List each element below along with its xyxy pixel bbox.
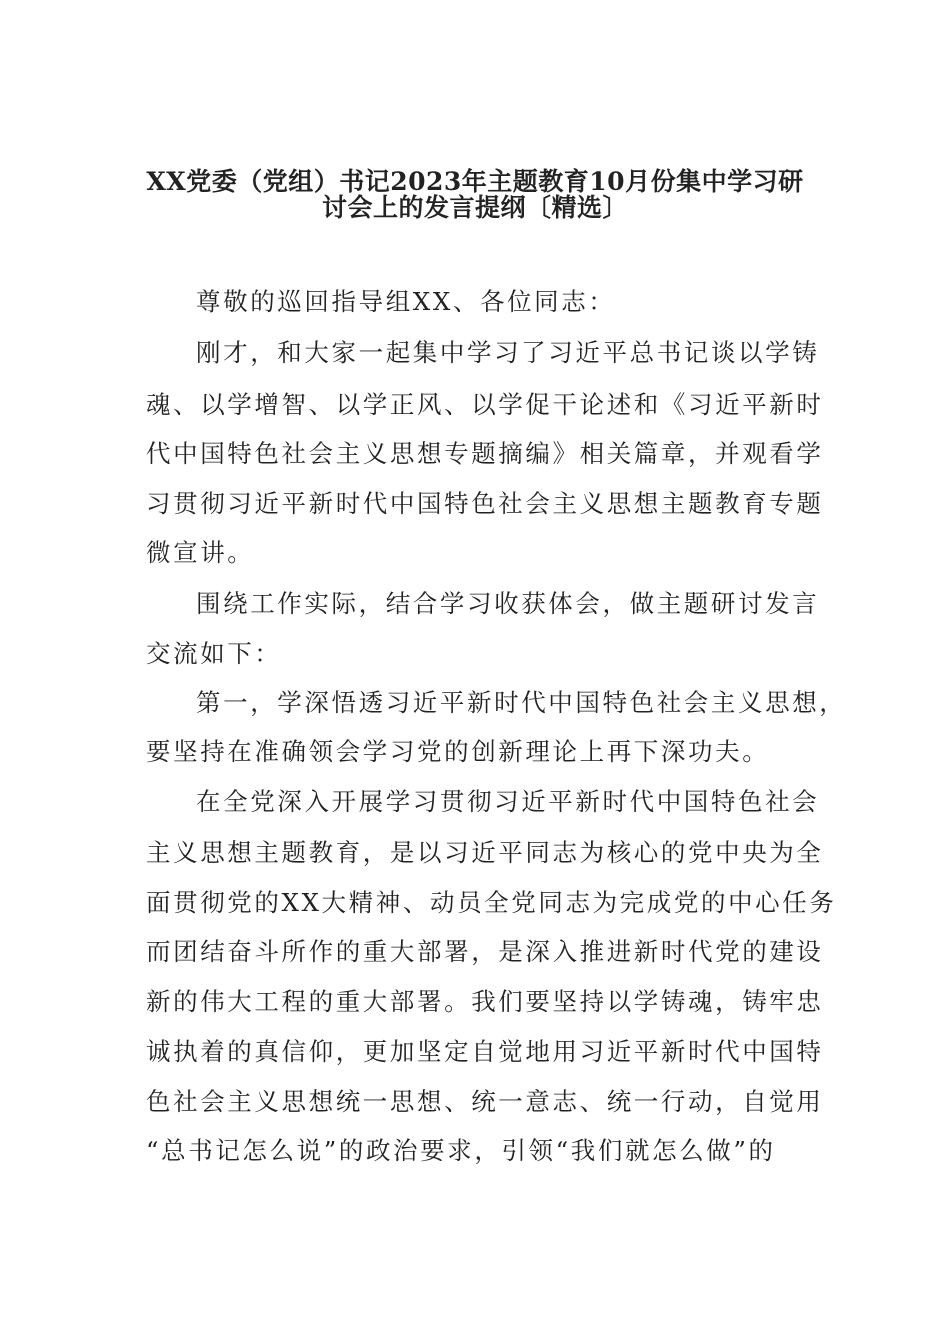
paragraph-4-line-6: 诚执着的真信仰，更加坚定自觉地用习近平新时代中国特 — [146, 1037, 824, 1066]
paragraph-4-line-3: 面贯彻党的XX大精神、动员全党同志为完成党的中心任务 — [146, 888, 837, 917]
paragraph-2-line-2: 交流如下： — [146, 639, 282, 668]
paragraph-1-line-1: 刚才，和大家一起集中学习了习近平总书记谈以学铸 — [196, 338, 820, 367]
paragraph-3-line-2: 要坚持在准确领会学习党的创新理论上再下深功夫。 — [146, 737, 770, 766]
paragraph-4-line-8: “总书记怎么说”的政治要求，引领“我们就怎么做”的 — [146, 1136, 776, 1165]
paragraph-2-line-1: 围绕工作实际，结合学习收获体会，做主题研讨发言 — [196, 589, 820, 618]
paragraph-1-line-2: 魂、以学增智、以学正风、以学促干论述和《习近平新时 — [146, 390, 824, 419]
document-title-line-2: 讨会上的发言提纲〔精选〕 — [321, 193, 628, 222]
paragraph-1-line-4: 习贯彻习近平新时代中国特色社会主义思想主题教育专题 — [146, 489, 824, 518]
paragraph-4-line-5: 新的伟大工程的重大部署。我们要坚持以学铸魂，铸牢忠 — [146, 987, 824, 1016]
paragraph-1-line-5: 微宣讲。 — [146, 538, 255, 567]
paragraph-4-line-4: 而团结奋斗所作的重大部署，是深入推进新时代党的建设 — [146, 937, 824, 966]
paragraph-4-line-7: 色社会主义思想统一思想、统一意志、统一行动，自觉用 — [146, 1087, 824, 1116]
salutation: 尊敬的巡回指导组XX、各位同志： — [196, 287, 616, 316]
paragraph-1-line-3: 代中国特色社会主义思想专题摘编》相关篇章，并观看学 — [146, 439, 824, 468]
paragraph-4-line-1: 在全党深入开展学习贯彻习近平新时代中国特色社会 — [196, 787, 820, 816]
document-title-line-1: XX党委（党组）书记2023年主题教育10月份集中学习研 — [146, 167, 804, 196]
paragraph-3-line-1: 第一，学深悟透习近平新时代中国特色社会主义思想， — [196, 688, 847, 717]
paragraph-4-line-2: 主义思想主题教育，是以习近平同志为核心的党中央为全 — [146, 838, 824, 867]
